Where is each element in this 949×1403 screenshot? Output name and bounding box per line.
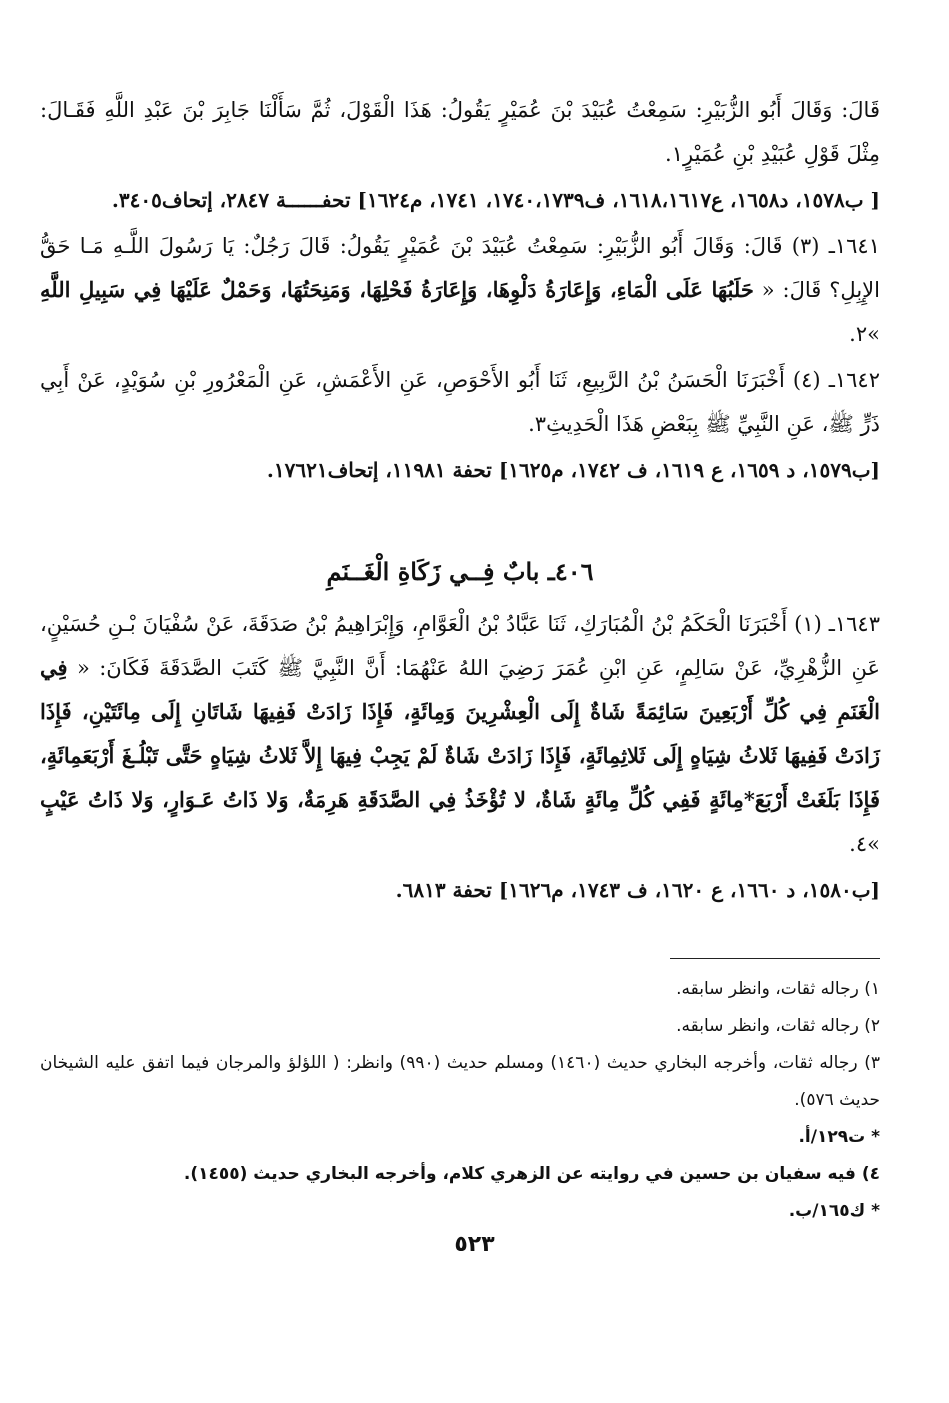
hadith-1641-matn: حَلَبُهَا عَلَى الْمَاءِ، وَإِعَارَةُ دَلْوِهَا، وَإِعَارَةُ فَحْلِهَا، وَمَنِحَتُهَا، وَحَمْلٌ عَلَيْهَا فِي سَبِيلِ اللَّهِ <box>40 277 754 302</box>
hadith-1642: ١٦٤٢ـ (٤) أَخْبَرَنَا الْحَسَنُ بْنُ الرَّبِيعِ، ثَنَا أَبُو الأَحْوَصِ، عَنِ الأَعْمَشِ، عَنِ الْمَعْرُورِ بْنِ سُوَيْدٍ، عَنْ أَبِي ذَرٍّ ﷺ، عَنِ النَّبِيِّ ﷺ بِبَعْضِ هَذَا الْحَدِيثِ٣. <box>40 368 880 436</box>
page-body <box>40 88 880 1230</box>
hadith-1643-matn: فِي الْغَنَمِ فِي كُلِّ أَرْبَعِينَ سَائِمَةً شَاةٌ إِلَى الْعِشْرِينَ وَمِائَةٍ، فَإِذَا زَادَتْ فَفِيهَا شَاتَانِ إِلَى مِائَتَيْنِ، فَإِذَا زَادَتْ فَفِيهَا ثَلاثُ شِيَاهٍ إِلَى ثَلاثِمِائَةٍ، فَإِذَا زَادَتْ شَاةٌ لَمْ يَجِبْ فِيهَا إِلاَّ ثَلاثُ شِيَاهٍ حَتَّى تَبْلُـغَ أَرْبَعَمِائَةٍ، فَإِذَا بَلَغَتْ أَرْبَعَ*مِائَةٍ فَفِي كُلِّ مِائَةٍ شَاةٌ، لا تُؤْخَذُ فِي الصَّدَقَةِ هَرِمَةٌ، وَلا ذَاتُ عَـوَارٍ، وَلا ذَاتُ عَيْبٍ <box>40 655 880 812</box>
reference-line: [ب١٥٨٠، د ١٦٦٠، ع ١٦٢٠، ف ١٧٤٣، م١٦٢٦] تحفة ٦٨١٣. <box>395 878 880 902</box>
footnote-marker: * ك١٦٥/ب. <box>788 1201 880 1221</box>
page-number: ٥٢٣ <box>454 1232 495 1257</box>
footnote: ١) رجاله ثقات، وانظر سابقه. <box>676 979 880 999</box>
hadith-1641 <box>40 224 880 356</box>
reference-line: [ ب١٥٧٨، د١٦٥٨، ع١٦١٨،١٦١٧، ف١٧٤٠،١٧٣٩، ١٧٤١، م١٦٢٤] تحفــــــة ٢٨٤٧، إتحاف٣٤٠٥. <box>111 188 880 212</box>
hadith-1643-end: »٤. <box>849 832 880 856</box>
hadith-1643 <box>40 602 880 866</box>
footnote-marker: * ت١٢٩/أ. <box>798 1127 880 1147</box>
hadith-1643-intro: ١٦٤٣ـ (١) أَخْبَرَنَا الْحَكَمُ بْنُ الْمُبَارَكِ، ثَنَا عَبَّادُ بْنُ الْعَوَّامِ، وَإِبْرَاهِيمُ بْنُ صَدَقَةَ، عَنْ سُفْيَانَ بْـنِ حُسَيْنٍ، عَنِ الزُّهْرِيِّ، عَنْ سَالِمٍ، عَنِ ابْنِ عُمَرَ رَضِيَ اللهُ عَنْهُمَا: أَنَّ النَّبِيَّ ﷺ كَتَبَ الصَّدَقَةَ فَكَانَ: « <box>40 612 880 680</box>
reference-line: [ب١٥٧٩، د ١٦٥٩، ع ١٦١٩، ف ١٧٤٢، م١٦٢٥] تحفة ١١٩٨١، إتحاف١٧٦٢١. <box>266 458 880 482</box>
hadith-1641-intro: ١٦٤١ـ (٣) قَالَ: وَقَالَ أَبُو الزُّبَيْرِ: سَمِعْتُ عُبَيْدَ بْنَ عُمَيْرٍ يَقُولُ: قَالَ رَجُلٌ: يَا رَسُولَ اللَّـهِ مَـا حَقُّ الإِبِلِ؟ قَالَ: « <box>40 234 880 302</box>
footnote: ٣) رجاله ثقات، وأخرجه البخاري حديث (١٤٦٠) ومسلم حديث (٩٩٠) وانظر: ( اللؤلؤ والمرجان فيما اتفق عليه الشيخان حديث ٥٧٦). <box>40 1053 880 1110</box>
chapter-title: ٤٠٦ـ بابٌ فِــي زَكَاةِ الْغَــنَمِ <box>326 557 594 586</box>
footnote: ٢) رجاله ثقات، وانظر سابقه. <box>676 1016 880 1036</box>
text-paragraph: قَالَ: وَقَالَ أَبُو الزُّبَيْرِ: سَمِعْتُ عُبَيْدَ بْنَ عُمَيْرٍ يَقُولُ: هَذَا الْقَوْلَ، ثُمَّ سَأَلْنَا جَابِرَ بْنَ عَبْدِ اللَّهِ فَقَـالَ: مِثْلَ قَوْلِ عُبَيْدِ بْنِ عُمَيْرٍ١. <box>40 98 880 166</box>
footnote-divider <box>670 958 880 959</box>
hadith-1641-end: »٢. <box>849 322 880 346</box>
footnote: ٤) فيه سفيان بن حسين في روايته عن الزهري كلام، وأخرجه البخاري حديث (١٤٥٥). <box>183 1164 880 1184</box>
